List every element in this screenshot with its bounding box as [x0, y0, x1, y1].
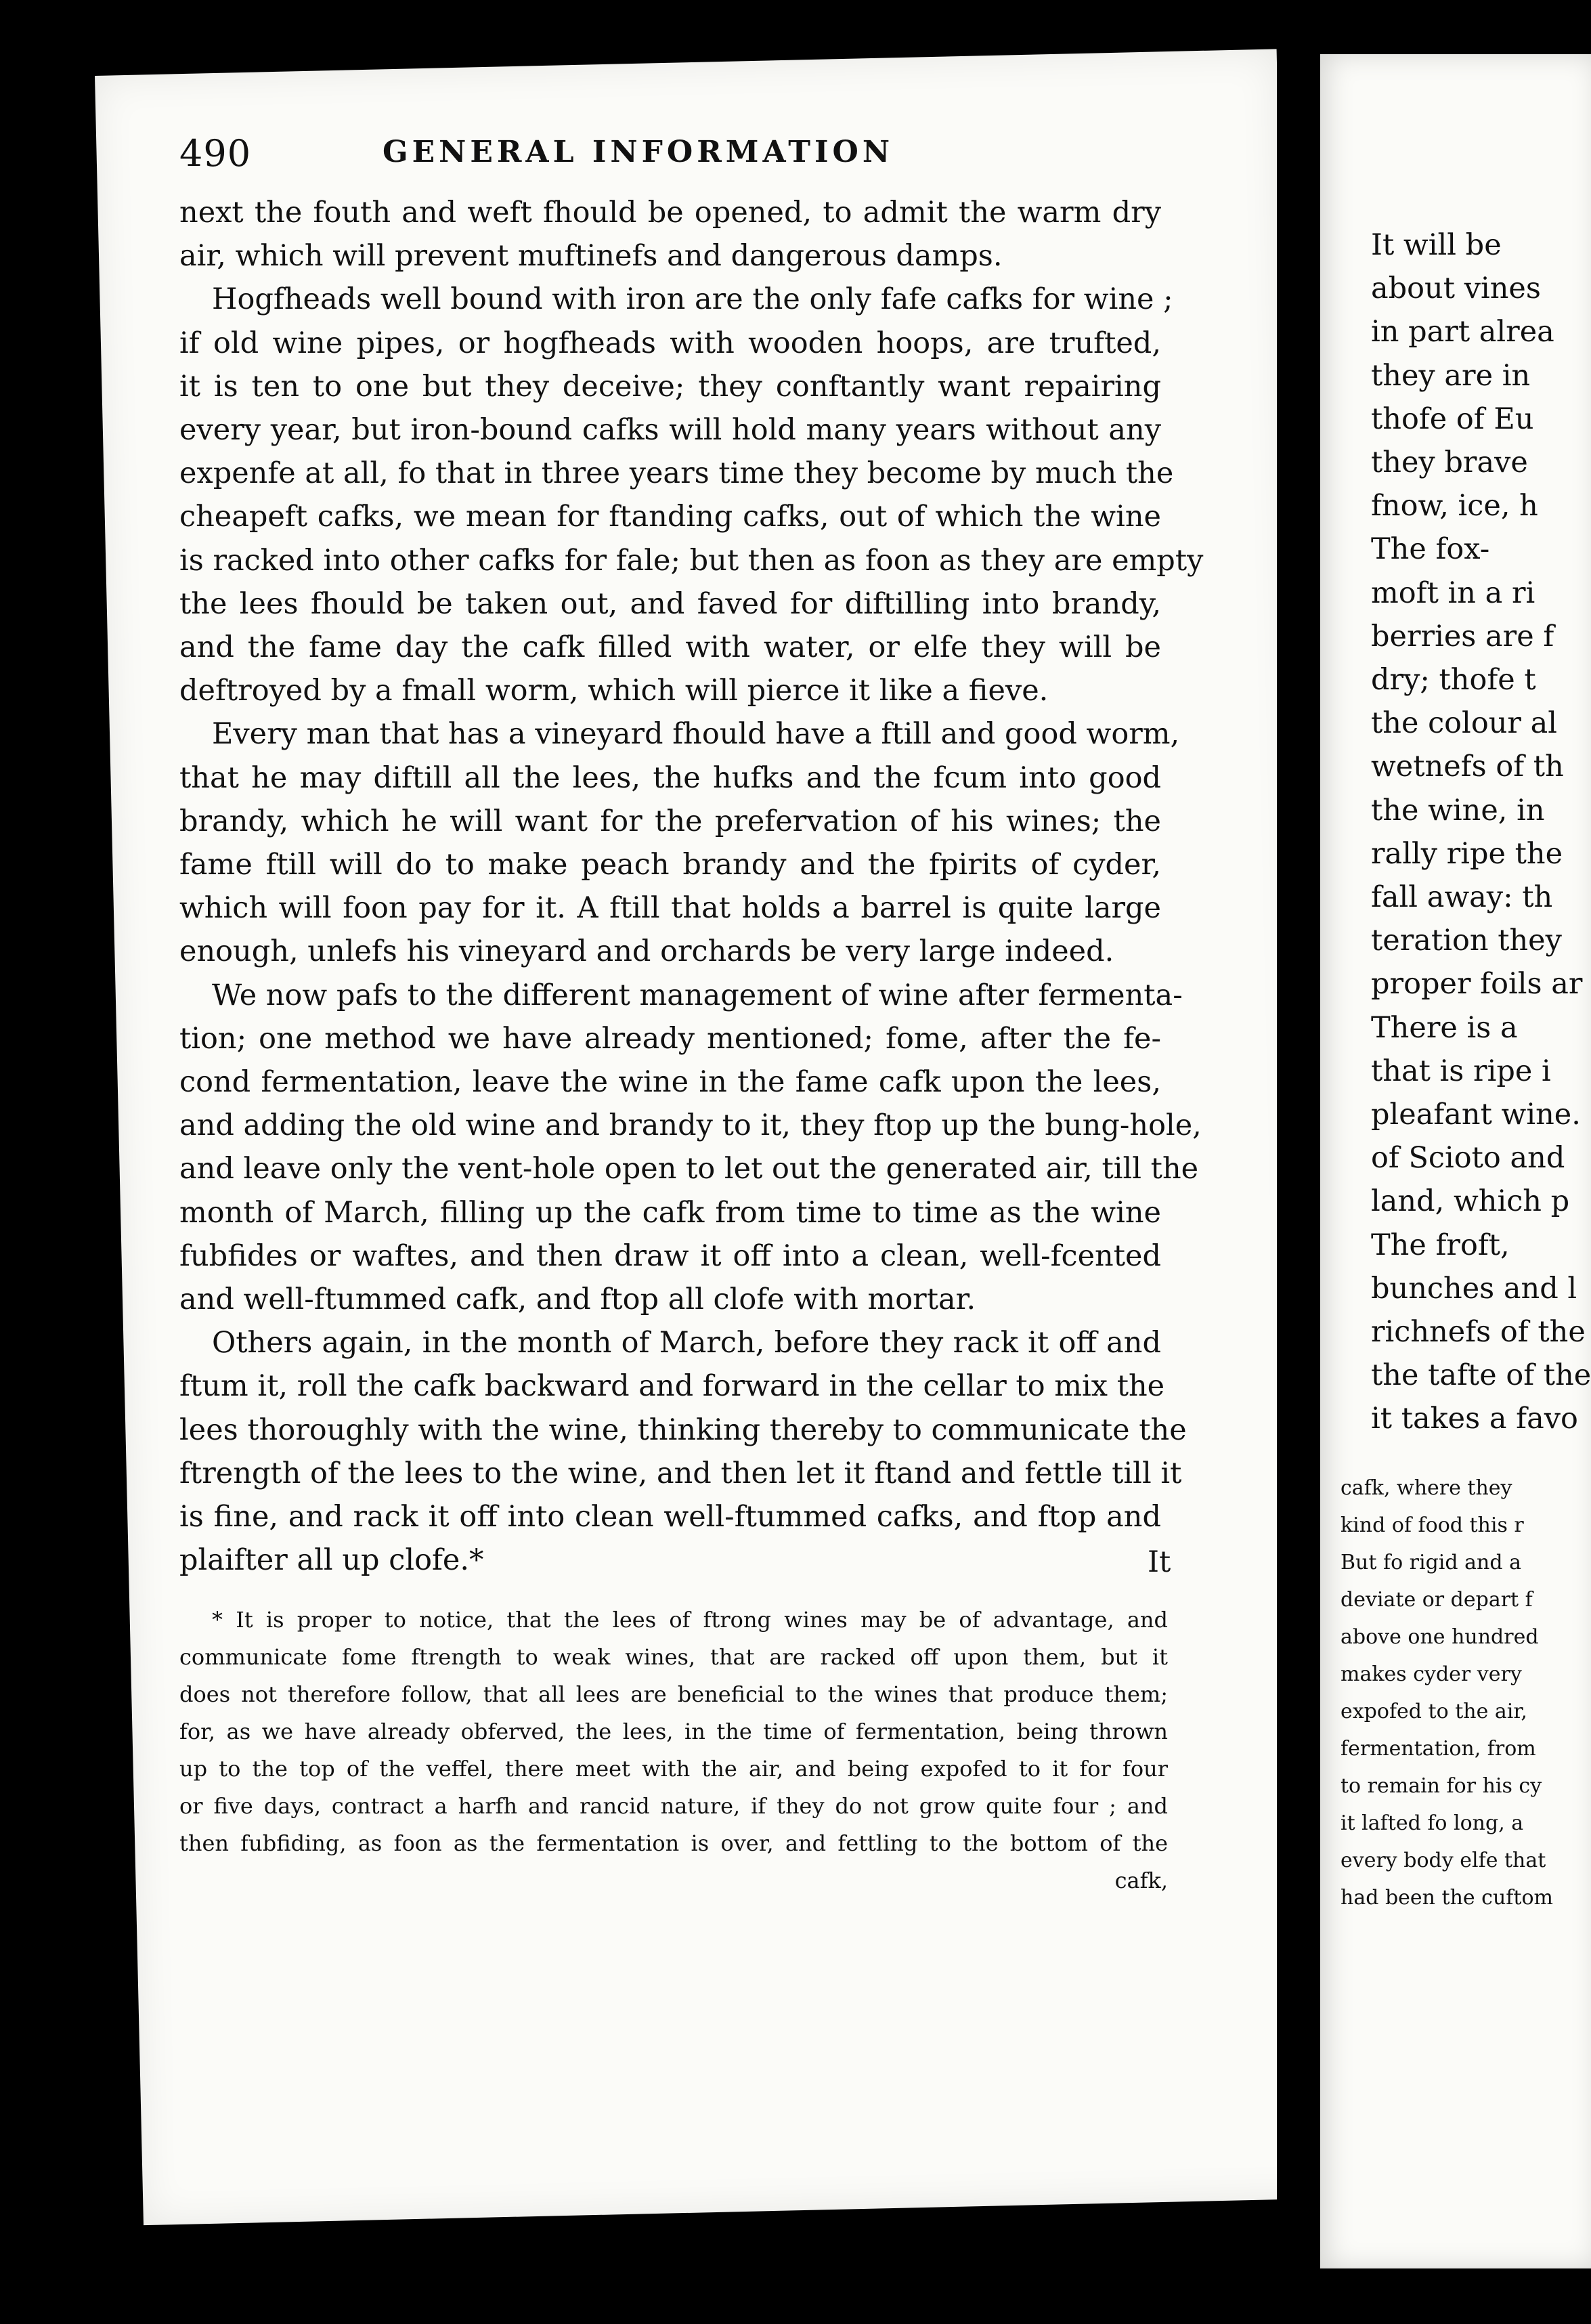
right-page-line: fall away: th — [1371, 880, 1553, 915]
footnote-line: for, as we have already obferved, the lees, in the time of fermentation, being thrown — [179, 1719, 1168, 1744]
right-page-line: richnefs of the — [1371, 1315, 1586, 1350]
body-line: air, which will prevent muftinefs and dangerous damps. — [179, 239, 1003, 274]
right-page-line: in part alrea — [1371, 315, 1554, 349]
body-line: Hogfheads well bound with iron are the only fafe cafks for wine ; — [212, 282, 1173, 317]
right-page-line: rally ripe the — [1371, 836, 1563, 871]
right-page-line: they brave — [1371, 446, 1528, 480]
body-line: cond fermentation, leave the wine in the fame cafk upon the lees, — [179, 1065, 1161, 1100]
right-page-line: teration they — [1371, 924, 1562, 958]
right-page-line: it takes a favo — [1371, 1402, 1578, 1436]
body-line: and the fame day the cafk filled with water, or elfe they will be — [179, 630, 1161, 665]
right-page-note-line: it lafted fo long, a — [1341, 1811, 1524, 1835]
footnote-line: communicate fome ftrength to weak wines, that are racked off upon them, but it — [179, 1644, 1168, 1670]
right-page-note-line: cafk, where they — [1341, 1476, 1512, 1500]
body-line: is racked into other cafks for fale; but then as foon as they are empty — [179, 543, 1204, 578]
running-title: GENERAL INFORMATION — [383, 135, 894, 169]
right-page-line: wetnefs of th — [1371, 750, 1564, 784]
body-text — [179, 191, 1204, 1583]
right-page-line: dry; thofe t — [1371, 663, 1536, 697]
body-line: enough, unlefs his vineyard and orchards be very large indeed. — [179, 934, 1114, 969]
body-line: ftrength of the lees to the wine, and then let it ftand and fettle till it — [179, 1456, 1182, 1490]
right-page-line: the wine, in — [1371, 793, 1545, 827]
body-line: plaifter all up clofe.* — [179, 1543, 484, 1578]
body-line: cheapeft cafks, we mean for ftanding cafks, out of which the wine — [179, 500, 1161, 534]
footnote-line: up to the top of the veffel, there meet with the air, and being expofed to it for four — [179, 1756, 1168, 1782]
right-page-line: It will be — [1371, 228, 1502, 262]
right-page-note-line: expofed to the air, — [1341, 1700, 1527, 1723]
body-line: lees thoroughly with the wine, thinking thereby to communicate the — [179, 1413, 1187, 1447]
right-page-line: berries are f — [1371, 619, 1554, 653]
footnote — [179, 1601, 1168, 1899]
right-page-note-line: above one hundred — [1341, 1625, 1539, 1649]
right-page-line: about vines — [1371, 272, 1541, 306]
page-number: 490 — [179, 132, 252, 175]
body-line: We now pafs to the different management of wine after fermenta- — [212, 978, 1183, 1012]
body-line: which will foon pay for it. A ftill that holds a barrel is quite large — [179, 891, 1161, 926]
right-page-line: the colour al — [1371, 706, 1558, 741]
right-page-note-line: deviate or depart f — [1341, 1588, 1533, 1612]
body-line: that he may diftill all the lees, the hufks and the fcum into good — [179, 760, 1161, 795]
right-page-note-line: makes cyder very — [1341, 1662, 1522, 1686]
footnote-line: cafk, — [1114, 1868, 1168, 1893]
right-page-note-line: fermentation, from — [1341, 1737, 1536, 1761]
right-page-line: fnow, ice, h — [1371, 489, 1538, 523]
body-line: Every man that has a vineyard fhould have a ftill and good worm, — [212, 717, 1180, 752]
body-line: if old wine pipes, or hogfheads with wooden hoops, are trufted, — [179, 326, 1161, 360]
right-page-note-line: to remain for his cy — [1341, 1774, 1542, 1798]
body-line: expenfe at all, fo that in three years time they become by much the — [179, 456, 1174, 491]
body-line: and leave only the vent-hole open to let out the generated air, till the — [179, 1152, 1199, 1186]
right-page-note-line: had been the cuftom — [1341, 1886, 1553, 1910]
right-page-notes — [1341, 1469, 1564, 1916]
right-page-note-line: every body elfe that — [1341, 1849, 1546, 1872]
footnote-line: then fubfiding, as foon as the fermentation is over, and fettling to the bottom of the — [179, 1830, 1168, 1856]
right-page-line: bunches and l — [1371, 1271, 1577, 1306]
right-page-line: moft in a ri — [1371, 576, 1535, 610]
body-line: and well-ftummed cafk, and ftop all clofe with mortar. — [179, 1283, 976, 1317]
right-page-line: the tafte of the — [1371, 1358, 1591, 1393]
body-line: deftroyed by a fmall worm, which will pierce it like a fieve. — [179, 674, 1049, 708]
right-page-text — [1371, 223, 1591, 1441]
right-page-line: that is ripe i — [1371, 1054, 1551, 1088]
right-page-line: land, which p — [1371, 1184, 1570, 1219]
body-line: and adding the old wine and brandy to it, they ftop up the bung-hole, — [179, 1109, 1202, 1143]
right-page-note-line: kind of food this r — [1341, 1513, 1524, 1537]
footnote-line: * It is proper to notice, that the lees of ftrong wines may be of advantage, and — [212, 1607, 1168, 1633]
body-line: brandy, which he will want for the prefervation of his wines; the — [179, 804, 1161, 838]
body-line: fubfides or waftes, and then draw it off into a clean, well-fcented — [179, 1239, 1161, 1273]
right-page-line: The froft, — [1371, 1228, 1510, 1262]
body-line: next the fouth and weft fhould be opened, to admit the warm dry — [179, 196, 1161, 230]
catchword: It — [1148, 1545, 1171, 1579]
running-head — [179, 132, 1161, 179]
body-line: it is ten to one but they deceive; they conftantly want repairing — [179, 369, 1161, 404]
body-line: is fine, and rack it off into clean well-ftummed cafks, and ftop and — [179, 1500, 1161, 1534]
body-line: ftum it, roll the cafk backward and forward in the cellar to mix the — [179, 1369, 1165, 1404]
body-line: month of March, filling up the cafk from time to time as the wine — [179, 1195, 1161, 1230]
body-line: Others again, in the month of March, before they rack it off and — [212, 1326, 1161, 1360]
right-page-line: The fox- — [1371, 532, 1490, 567]
footnote-line: or five days, contract a harfh and rancid nature, if they do not grow quite four ; and — [179, 1793, 1168, 1819]
gutter — [1277, 0, 1320, 2324]
right-page-line: they are in — [1371, 358, 1531, 393]
right-page-line: pleafant wine. — [1371, 1098, 1581, 1132]
footnote-line: does not therefore follow, that all lees are beneficial to the wines that produce them; — [179, 1681, 1168, 1707]
body-line: tion; one method we have already mentioned; fome, after the fe- — [179, 1021, 1161, 1056]
body-line: every year, but iron-bound cafks will hold many years without any — [179, 413, 1161, 448]
right-page-line: of Scioto and — [1371, 1141, 1565, 1176]
right-page-line: There is a — [1371, 1010, 1518, 1045]
right-page-text-clip — [1320, 0, 1591, 2324]
right-page-note-line: But fo rigid and a — [1341, 1551, 1521, 1574]
body-line: the lees fhould be taken out, and faved for diftilling into brandy, — [179, 586, 1161, 621]
right-page-line: thofe of Eu — [1371, 402, 1534, 436]
body-line: fame ftill will do to make peach brandy and the fpirits of cyder, — [179, 848, 1161, 882]
right-page-line: proper foils ar — [1371, 967, 1583, 1002]
